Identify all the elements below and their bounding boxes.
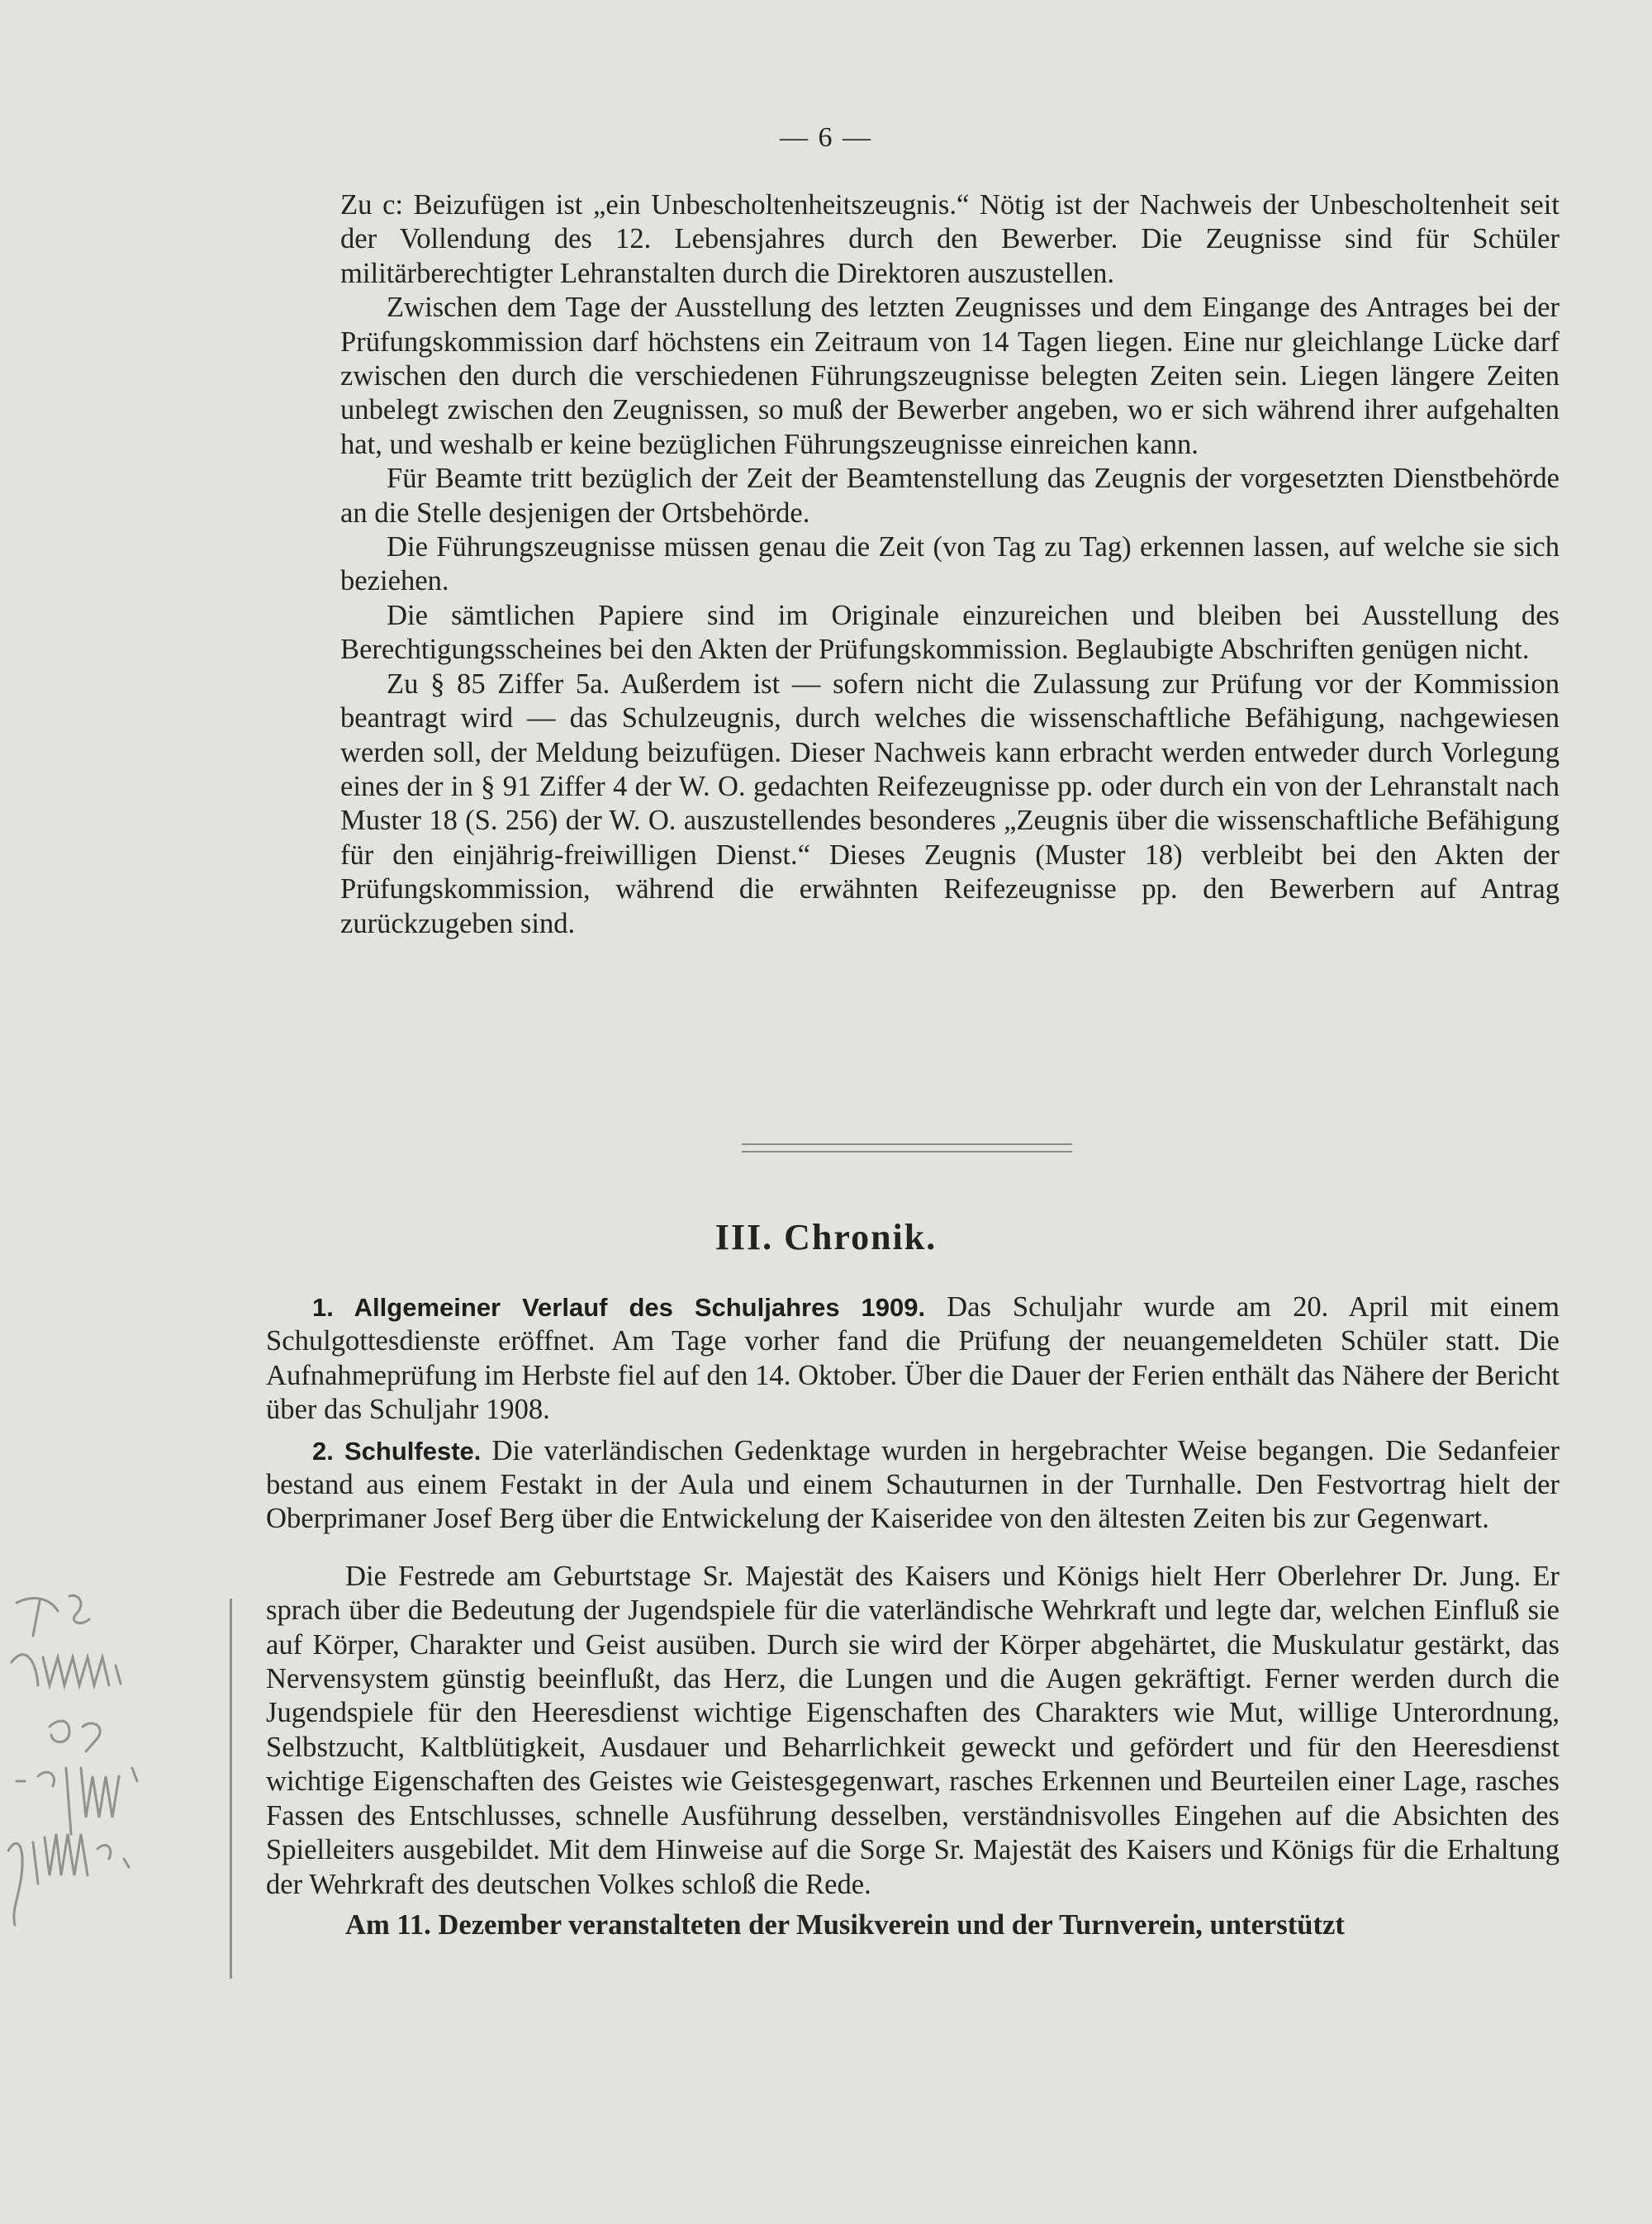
paragraph-festrede bbox=[266, 1560, 1559, 1902]
paragraph-zu-85 bbox=[340, 668, 1559, 941]
paragraph-text: Die sämtlichen Papiere sind im Originale einzureichen und bleiben bei Ausstellung des Berechtigungsscheines bei den Akten der Prüfungskommission. Beglaubigte Abschriften genügen nicht. bbox=[340, 599, 1559, 666]
paragraph-zwischen bbox=[340, 291, 1559, 462]
paragraph-text: Zwischen dem Tage der Ausstellung des letzten Zeugnisses und dem Eingange des Antrages bei der Prüfungskommission darf höchstens ein Zeitraum von 14 Tagen liegen. Eine nur gleichlange Lücke darf zwischen den durch die verschiedenen Führungszeugnisse belegten Zeiten sein. Liegen längere Zeiten unbelegt zwischen den Zeugnissen, so muß der Bewerber angeben, wo er sich während ihrer aufgehalten hat, und weshalb er keine bezüglichen Führungszeugnisse einreichen kann. bbox=[340, 292, 1559, 460]
chronik-section bbox=[266, 1290, 1559, 1942]
paragraph-beamte bbox=[340, 462, 1559, 530]
handwritten-margin-note bbox=[0, 1586, 248, 1950]
item-text: Das Schuljahr wurde am 20. April mit einem Schulgottesdienste eröffnet. Am Tage vorher fand die Prüfung der neuangemeldeten Schüler statt. Die Aufnahmeprüfung im Herbste fiel auf den 14. Oktober. Über die Dauer der Ferien enthält das Nähere der Bericht über das Schuljahr 1908. bbox=[266, 1291, 1559, 1426]
paragraph-fuehrungszeugnisse bbox=[340, 530, 1559, 599]
paragraph-dezember bbox=[266, 1908, 1559, 1942]
paragraph-text: Zu c: Beizufügen ist „ein Unbescholtenheitszeugnis.“ Nötig ist der Nachweis der Unbescholtenheit seit der Vollendung des 12. Lebensjahres durch den Bewerber. Die Zeugnisse sind für Schüler militärberechtigter Lehranstalten durch die Direktoren auszustellen. bbox=[340, 189, 1559, 289]
paragraph-text: Am 11. Dezember veranstalteten der Musikverein und der Turnverein, unterstützt bbox=[345, 1908, 1345, 1941]
paragraph-papiere bbox=[340, 599, 1559, 668]
chronik-item-2 bbox=[266, 1434, 1559, 1537]
item-heading: 2. Schulfeste. bbox=[312, 1436, 482, 1466]
item-heading: 1. Allgemeiner Verlauf des Schuljahres 1909. bbox=[312, 1293, 926, 1322]
chronik-item-1 bbox=[266, 1290, 1559, 1428]
regulations-section bbox=[340, 188, 1559, 941]
paragraph-zu-c bbox=[340, 188, 1559, 291]
item-text: Die vaterländischen Gedenktage wurden in hergebrachter Weise begangen. Die Sedanfeier bestand aus einem Festakt in der Aula und einem Schauturnen in der Turnhalle. Den Festvortrag hielt der Oberprimaner Josef Berg über die Entwickelung der Kaiseridee von den ältesten Zeiten bis zur Gegenwart. bbox=[266, 1434, 1559, 1535]
section-title: III. Chronik. bbox=[714, 1217, 938, 1257]
page-number: — 6 — bbox=[780, 122, 872, 153]
paragraph-text: Für Beamte tritt bezüglich der Zeit der Beamtenstellung das Zeugnis der vorgesetzten Dienstbehörde an die Stelle desjenigen der Ortsbehörde. bbox=[340, 463, 1559, 529]
paragraph-text: Zu § 85 Ziffer 5a. Außerdem ist — sofern nicht die Zulassung zur Prüfung vor der Kommission beantragt wird — das Schulzeugnis, durch welches die wissenschaftliche Befähigung, nachgewiesen werden soll, der Meldung beizufügen. Dieser Nachweis kann erbracht werden entweder durch Vorlegung eines der in § 91 Ziffer 4 der W. O. gedachten Reifezeugnisse pp. oder durch ein von der Lehranstalt nach Muster 18 (S. 256) der W. O. auszustellendes besonderes „Zeugnis über die wissenschaftliche Befähigung für den einjährig-freiwilligen Dienst.“ Dieses Zeugnis (Muster 18) verbleibt bei den Akten der Prüfungskommission, während die erwähnten Reifezeugnisse pp. den Bewerbern auf Antrag zurückzugeben sind. bbox=[340, 668, 1559, 939]
paragraph-text: Die Festrede am Geburtstage Sr. Majestät des Kaisers und Königs hielt Herr Oberlehrer Dr. Jung. Er sprach über die Bedeutung der Jugendspiele für die vaterländische Wehrkraft und legte dar, welchen Einfluß sie auf Körper, Charakter und Geist ausüben. Durch sie wird der Körper abgehärtet, die Muskulatur gestärkt, das Nervensystem günstig beeinflußt, das Herz, die Lungen und die Augen gekräftigt. Ferner werden durch die Jugendspiele für den Heeresdienst wichtige Eigenschaften des Charakters wie Mut, willige Unterordnung, Selbstzucht, Kaltblütigkeit, Ausdauer und Beharrlichkeit geweckt und gefördert und für den Heeresdienst wichtige Eigenschaften des Geistes wie Geistesgegenwart, rasches Erkennen und Beurteilen einer Lage, rasches Fassen des Entschlusses, schnelle Ausführung desselben, verständnisvolles Eingehen auf die Absichten des Spielleiters ausgebildet. Mit dem Hinweise auf die Sorge Sr. Majestät des Kaisers und Königs für die Erhaltung der Wehrkraft des deutschen Volkes schloß die Rede. bbox=[266, 1560, 1559, 1900]
section-divider bbox=[742, 1143, 1072, 1152]
paragraph-text: Die Führungszeugnisse müssen genau die Zeit (von Tag zu Tag) erkennen lassen, auf welche sie sich beziehen. bbox=[340, 531, 1559, 597]
